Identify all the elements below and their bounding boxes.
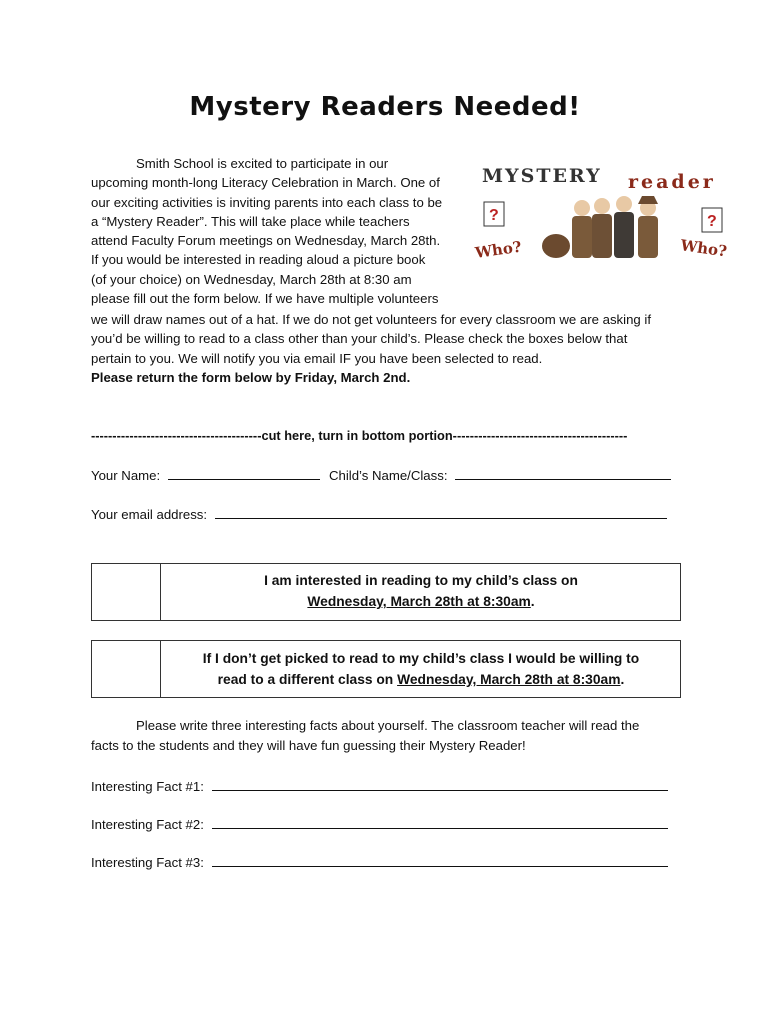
option-2-period: . (620, 672, 625, 687)
who-left-text: Who? (474, 237, 523, 262)
page-title: Mystery Readers Needed! (189, 92, 581, 122)
intro-line: please fill out the form below. If we have multiple volunteers (91, 291, 439, 307)
intro-line: our exciting activities is inviting parents into each class to be (91, 194, 443, 210)
option-1-period: . (530, 594, 535, 609)
cut-line: ----------------------------------------cut here, turn in bottom portion----------------------------------------- (91, 428, 628, 443)
intro-line: Smith School is excited to participate in our (136, 156, 389, 171)
email-field[interactable] (215, 505, 667, 519)
option-2-text (162, 648, 680, 690)
fact-3-label: Interesting Fact #3: (91, 855, 204, 870)
option-2-line: read to a different class on (217, 672, 398, 687)
banner-right-text: reader (628, 171, 716, 193)
svg-text:?: ? (489, 207, 499, 224)
facts-intro-line: facts to the students and they will have fun guessing their Mystery Reader! (91, 738, 526, 753)
child-name-field[interactable] (455, 466, 671, 480)
child-name-row (329, 466, 671, 483)
facts-intro-line: Please write three interesting facts about yourself. The classroom teacher will read the (136, 718, 640, 733)
intro-line: you’d be willing to read to a class other than your child’s. Please check the boxes below that (91, 331, 628, 347)
intro-line: attend Faculty Forum meetings on Wednesday, March 28th. (91, 233, 441, 249)
fact-1-row (91, 777, 668, 794)
option-1-line: I am interested in reading to my child’s class on (264, 573, 578, 588)
email-label: Your email address: (91, 507, 208, 522)
intro-line: pertain to you. We will notify you via email IF you have been selected to read. (91, 350, 543, 366)
option-1-text (162, 570, 680, 612)
fact-1-field[interactable] (212, 777, 668, 791)
option-2-checkbox[interactable] (92, 641, 161, 697)
facts-intro (91, 716, 691, 756)
fact-1-label: Interesting Fact #1: (91, 779, 204, 794)
intro-continued (91, 310, 691, 387)
fact-2-label: Interesting Fact #2: (91, 817, 204, 832)
option-1-date: Wednesday, March 28th at 8:30am (307, 594, 531, 609)
intro-line: a “Mystery Reader”. This will take place while teachers (91, 213, 410, 229)
fact-3-field[interactable] (212, 853, 668, 867)
fact-3-row (91, 853, 668, 870)
fact-2-field[interactable] (212, 815, 668, 829)
banner-left-text: MYSTERY (482, 165, 602, 187)
option-box-2 (91, 640, 681, 698)
svg-text:?: ? (707, 213, 717, 230)
child-name-label: Child’s Name/Class: (329, 468, 448, 483)
option-box-1 (91, 563, 681, 621)
fact-2-row (91, 815, 668, 832)
intro-line: If you would be interested in reading aloud a picture book (91, 252, 426, 268)
mystery-reader-illustration (474, 158, 736, 266)
your-name-field[interactable] (168, 466, 320, 480)
intro-paragraph (91, 154, 463, 308)
detective-kids-icon (542, 196, 658, 258)
email-row (91, 505, 667, 522)
your-name-label: Your Name: (91, 468, 161, 483)
question-note-right-icon (702, 208, 722, 232)
deadline-text: Please return the form below by Friday, March 2nd. (91, 369, 411, 385)
intro-line: (of your choice) on Wednesday, March 28th at 8:30 am (91, 271, 412, 287)
question-note-left-icon (484, 202, 504, 226)
intro-line: we will draw names out of a hat. If we do not get volunteers for every classroom we are asking if (91, 312, 651, 327)
your-name-row (91, 466, 320, 483)
option-1-checkbox[interactable] (92, 564, 161, 620)
option-2-date: Wednesday, March 28th at 8:30am (397, 672, 621, 687)
intro-line: upcoming month-long Literacy Celebration in March. One of (91, 175, 440, 191)
who-right-text: Who? (679, 236, 729, 261)
option-2-line: If I don’t get picked to read to my child’s class I would be willing to (202, 651, 640, 666)
